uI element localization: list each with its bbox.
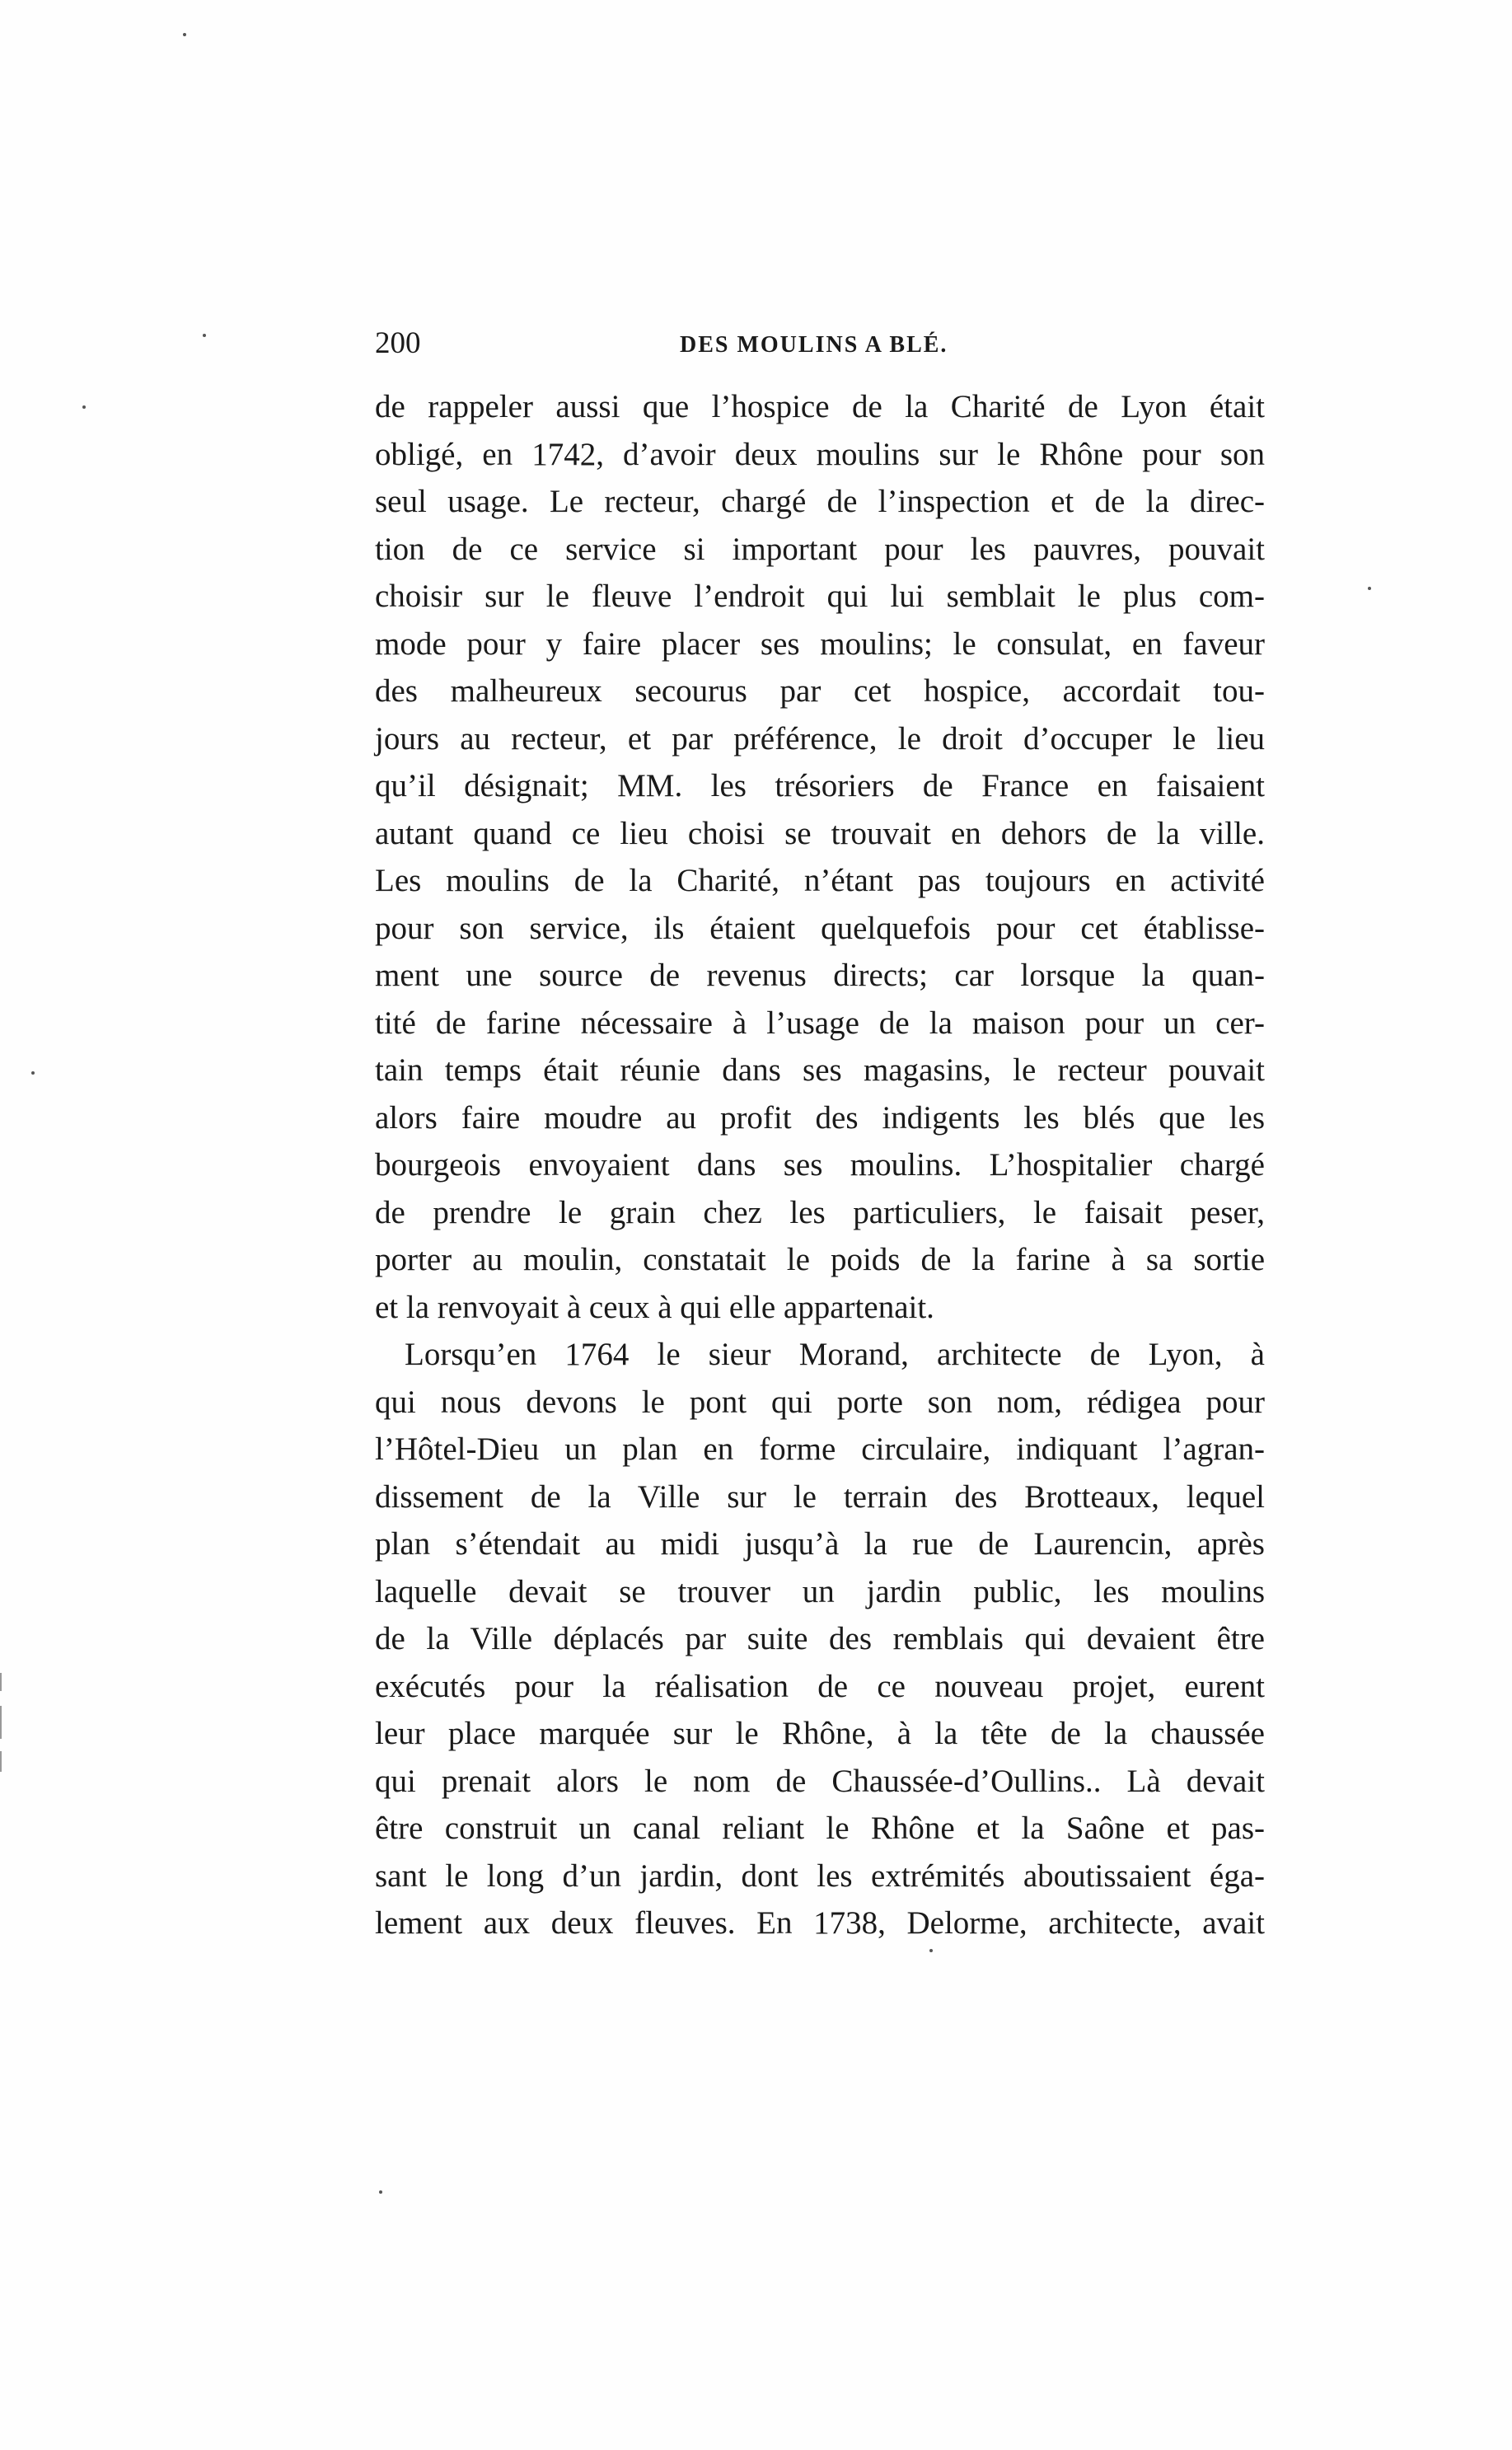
ink-speck (929, 1949, 933, 1952)
text-line: de rappeler aussi que l’hospice de la Charité de Lyon était (375, 389, 1265, 424)
text-line: laquelle devait se trouver un jardin public, les moulins (375, 1573, 1265, 1609)
text-line: choisir sur le fleuve l’endroit qui lui semblait le plus com- (375, 579, 1265, 614)
text-line: Lorsqu’en 1764 le sieur Morand, architecte de Lyon, à (405, 1337, 1265, 1372)
page-header (375, 326, 1265, 375)
paragraph-1 (375, 383, 1265, 1331)
margin-mark (0, 1673, 2, 1691)
text-line: ment une source de revenus directs; car lorsque la quan- (375, 958, 1265, 993)
text-line: qui prenait alors le nom de Chaussée-d’Oullins.. Là devait (375, 1763, 1265, 1799)
margin-mark (0, 1706, 2, 1739)
text-line: qui nous devons le pont qui porte son nom, rédigea pour (375, 1384, 1265, 1420)
text-line: et la renvoyait à ceux à qui elle appartenait. (375, 1289, 934, 1325)
text-line: Les moulins de la Charité, n’étant pas toujours en activité (375, 863, 1265, 898)
page-number: 200 (375, 326, 421, 360)
text-line: leur place marquée sur le Rhône, à la tête de la chaussée (375, 1716, 1265, 1751)
paragraph-2 (375, 1331, 1265, 1947)
ink-speck (82, 405, 86, 409)
ink-speck (183, 33, 186, 36)
text-line: porter au moulin, constatait le poids de la farine à sa sortie (375, 1242, 1265, 1277)
text-line: seul usage. Le recteur, chargé de l’inspection et de la direc- (375, 484, 1265, 519)
text-line: autant quand ce lieu choisi se trouvait en dehors de la ville. (375, 815, 1265, 851)
ink-speck (1368, 587, 1371, 590)
text-line: alors faire moudre au profit des indigents les blés que les (375, 1099, 1265, 1136)
text-line: être construit un canal reliant le Rhône et la Saône et pas- (375, 1811, 1265, 1846)
text-line: de la Ville déplacés par suite des remblais qui devaient être (375, 1621, 1265, 1656)
text-line: bourgeois envoyaient dans ses moulins. L’hospitalier chargé (375, 1147, 1265, 1183)
text-line: l’Hôtel-Dieu un plan en forme circulaire, indiquant l’agran- (375, 1431, 1265, 1467)
margin-mark (0, 1751, 2, 1772)
text-line: plan s’étendait au midi jusqu’à la rue de Laurencin, après (375, 1526, 1265, 1562)
text-line: dissement de la Ville sur le terrain des Brotteaux, lequel (375, 1478, 1265, 1515)
text-line: jours au recteur, et par préférence, le droit d’occuper le lieu (375, 720, 1265, 757)
text-line: exécutés pour la réalisation de ce nouveau projet, eurent (375, 1668, 1265, 1704)
text-line: tain temps était réunie dans ses magasins, le recteur pouvait (375, 1052, 1265, 1088)
text-line: tité de farine nécessaire à l’usage de la maison pour un cer- (375, 1005, 1265, 1041)
text-line: qu’il désignait; MM. les trésoriers de France en faisaient (375, 768, 1265, 803)
text-line: mode pour y faire placer ses moulins; le consulat, en faveur (375, 625, 1265, 662)
text-line: obligé, en 1742, d’avoir deux moulins sur le Rhône pour son (375, 436, 1265, 472)
ink-speck (203, 334, 206, 337)
ink-speck (31, 1071, 35, 1075)
text-line: de prendre le grain chez les particuliers, le faisait peser, (375, 1194, 1265, 1230)
text-line: pour son service, ils étaient quelquefois pour cet établisse- (375, 910, 1265, 946)
text-line: des malheureux secourus par cet hospice, accordait tou- (375, 673, 1265, 709)
text-line: sant le long d’un jardin, dont les extrémités aboutissaient éga- (375, 1857, 1265, 1894)
running-title: DES MOULINS A BLÉ. (680, 332, 948, 358)
ink-speck (379, 2190, 382, 2194)
text-line: tion de ce service si important pour les pauvres, pouvait (375, 531, 1265, 567)
body-text (375, 383, 1265, 1947)
text-line: lement aux deux fleuves. En 1738, Delorme, architecte, avait (375, 1905, 1265, 1941)
